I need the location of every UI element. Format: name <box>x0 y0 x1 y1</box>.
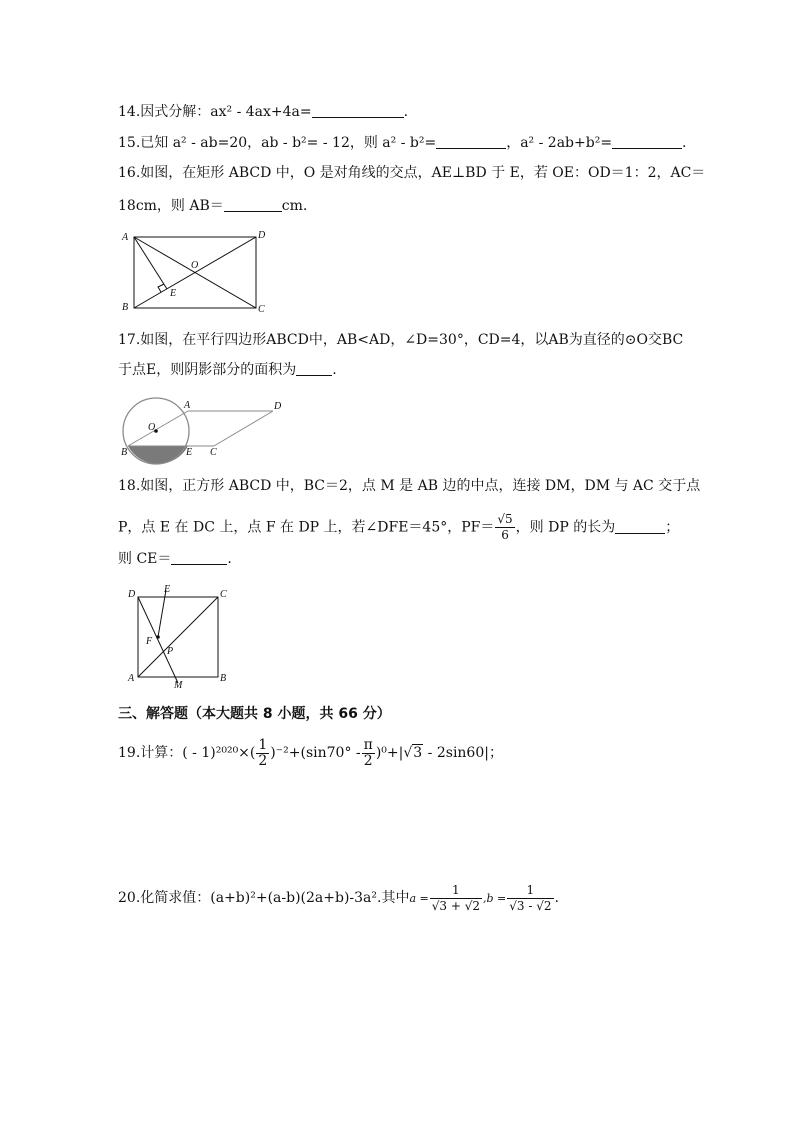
label-m: M <box>174 680 183 691</box>
q14-text: 14.因式分解：ax² - 4ax+4a= <box>118 104 312 120</box>
q20-a-fraction <box>430 883 482 914</box>
label-b: B <box>122 302 129 313</box>
q19-sqrt: 3 <box>413 745 423 761</box>
label-o: O <box>148 422 156 433</box>
point-f <box>156 635 160 639</box>
q18-line3-pre: 则 CE＝ <box>118 551 172 567</box>
q20-pre: 20.化简求值：(a+b)²+(a-b)(2a+b)-3a².其中 <box>118 890 410 906</box>
question-19: 19.计算：( - 1)²⁰²⁰×( $\frac{1}{2}$ )⁻²+(sin70° - $\frac{\pi}{2}$ )⁰+|√3 - 2sin60|； <box>118 736 503 769</box>
label-d: D <box>128 589 136 600</box>
section-3-title: 三、解答题（本大题共 8 小题，共 66 分） <box>118 706 391 722</box>
q19-post: - 2sin60|； <box>423 745 503 761</box>
q19-mid2: )⁰+| <box>375 745 404 761</box>
segment-dm <box>138 597 178 683</box>
label-o: O <box>191 260 199 271</box>
question-16-line-1: 16.如图，在矩形 ABCD 中，O 是对角线的交点，AE⊥BD 于 E，若 OE：OD＝1：2，AC＝ <box>118 165 706 181</box>
q17-line2-pre: 于点E，则阴影部分的面积为 <box>118 362 297 378</box>
q18-square-figure <box>118 582 248 692</box>
q20-end: . <box>554 890 559 906</box>
label-a: A <box>128 673 135 684</box>
q18-line3-post: . <box>227 551 232 567</box>
question-18-line-2 <box>118 512 679 542</box>
q18-line2-pre: P，点 E 在 DC 上，点 F 在 DP 上，若∠DFE＝45°，PF＝ <box>118 519 495 536</box>
label-a: A <box>184 400 191 411</box>
question-20 <box>118 880 559 916</box>
b-numerator: 1 <box>507 883 553 899</box>
label-c: C <box>210 447 217 458</box>
a-denominator: √3 + √2 <box>431 898 480 913</box>
q15-text: 15.已知 a² - ab=20，ab - b²= - 12，则 a² - b²= <box>118 135 437 151</box>
label-e: E <box>170 288 177 299</box>
question-18-line-1: 18.如图，正方形 ABCD 中，BC＝2，点 M 是 AB 边的中点，连接 DM，DM 与 AC 交于点 <box>118 478 701 494</box>
segment-ba <box>128 411 188 446</box>
label-b: B <box>121 447 128 458</box>
label-f: F <box>146 636 153 647</box>
q15-end: . <box>682 135 687 151</box>
pf-numerator: √5 <box>497 512 513 526</box>
q15-mid: ，a² - 2ab+b²= <box>506 135 613 151</box>
q20-a-lhs: a = <box>409 892 429 905</box>
label-p: P <box>167 646 174 657</box>
b-denominator: √3 - √2 <box>509 898 552 913</box>
q15-answer-blank-1[interactable] <box>436 134 506 149</box>
frac1-numerator: 1 <box>258 736 268 753</box>
label-d: D <box>274 401 282 412</box>
q14-end: . <box>403 104 409 120</box>
q15-answer-blank-2[interactable] <box>612 134 682 149</box>
segment-ae <box>134 237 167 289</box>
question-14 <box>118 102 408 122</box>
label-a: A <box>122 232 129 243</box>
q18-pf-fraction <box>495 512 514 543</box>
q17-line2-post: . <box>332 362 337 378</box>
frac2-numerator: π <box>363 736 373 753</box>
label-d: D <box>258 230 266 241</box>
question-15 <box>118 133 687 153</box>
q17-parallelogram-figure <box>118 395 298 465</box>
q20-b-lhs: ,b = <box>482 892 507 905</box>
q19-fraction-pi <box>362 738 375 769</box>
q16-rectangle-figure <box>118 228 278 318</box>
a-numerator: 1 <box>430 883 482 899</box>
frac2-denominator: 2 <box>363 752 373 769</box>
question-17-line-2 <box>118 360 337 380</box>
q19-pre: 19.计算：( - 1)²⁰²⁰×( <box>118 745 256 761</box>
q16-answer-blank[interactable] <box>224 197 282 212</box>
frac1-denominator: 2 <box>258 752 268 769</box>
label-e: E <box>186 447 193 458</box>
label-b: B <box>220 673 227 684</box>
question-17-line-1: 17.如图，在平行四边形ABCD中，AB<AD，∠D=30°，CD=4，以AB为直径的⊙O交BC <box>118 332 684 348</box>
q18-line2-end: ； <box>665 519 680 536</box>
q14-answer-blank[interactable] <box>312 103 404 118</box>
q16-line2-post: cm. <box>281 198 308 214</box>
label-c: C <box>258 304 265 315</box>
q20-b-fraction <box>507 883 553 914</box>
q17-answer-blank[interactable] <box>296 361 332 376</box>
pf-denominator: 6 <box>501 528 509 542</box>
q19-mid1: )⁻²+(sin70° - <box>270 745 361 761</box>
q16-line2-pre: 18cm，则 AB＝ <box>118 198 224 214</box>
segment-dc <box>214 411 273 446</box>
question-18-line-3 <box>118 549 232 569</box>
q19-fraction-half <box>256 738 269 769</box>
q18-answer-blank-1[interactable] <box>615 519 665 534</box>
label-e: E <box>164 584 171 595</box>
q18-answer-blank-2[interactable] <box>171 550 227 565</box>
q18-line2-post: ，则 DP 的长为 <box>515 519 616 536</box>
label-c: C <box>220 589 227 600</box>
question-16-line-2 <box>118 196 307 216</box>
